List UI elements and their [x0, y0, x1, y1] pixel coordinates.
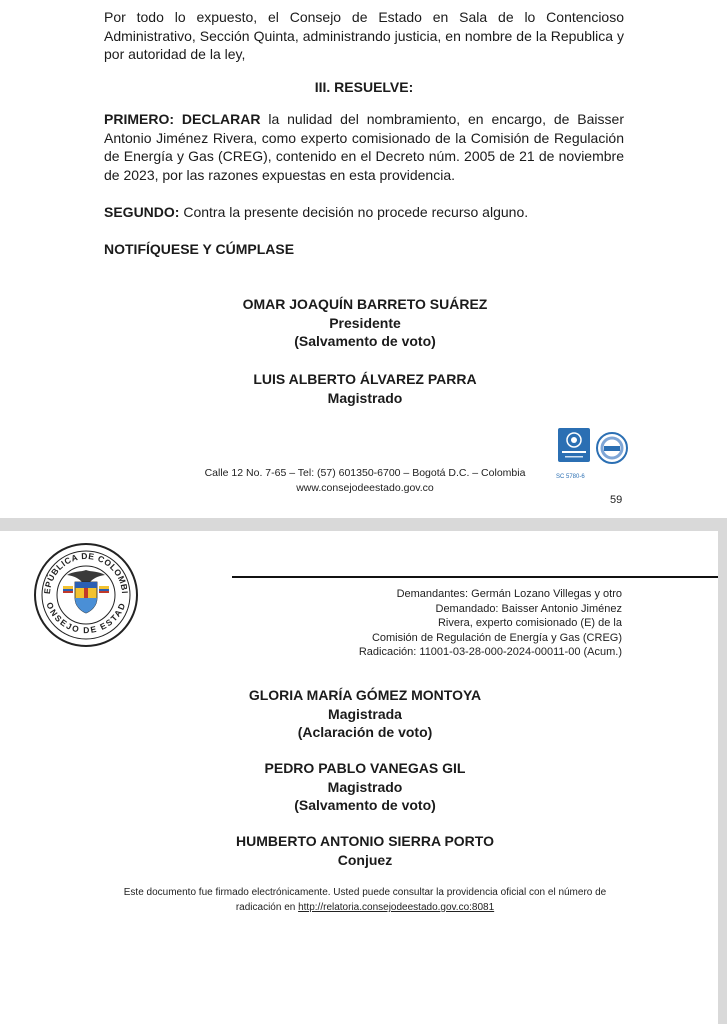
- signatory-role: Magistrado: [327, 778, 403, 795]
- signatory-note: (Salvamento de voto): [294, 797, 436, 813]
- electronic-signature-note: [100, 885, 630, 915]
- resuelve-heading: III. RESUELVE:: [314, 79, 414, 95]
- signature-block: [160, 370, 570, 407]
- signatory-name: LUIS ALBERTO ÁLVAREZ PARRA: [253, 371, 477, 387]
- segundo-paragraph: [104, 203, 624, 222]
- signature-block: [160, 686, 570, 742]
- cert-code: SC 5780-6: [556, 474, 585, 480]
- segundo-text: Contra la presente decisión no procede recurso alguno.: [179, 204, 529, 220]
- signatory-note: (Salvamento de voto): [294, 333, 436, 349]
- closing-line: NOTIFÍQUESE Y CÚMPLASE: [104, 241, 295, 257]
- note-text: Este documento fue firmado electrónicamente. Usted puede consultar la providencia oficial con el número de radicación en: [123, 887, 607, 913]
- signatory-note: (Aclaración de voto): [297, 724, 433, 740]
- page-number: 59: [610, 494, 623, 506]
- header-line: Demandantes: Germán Lozano Villegas y otro: [396, 588, 622, 600]
- signatory-role: Presidente: [329, 314, 401, 331]
- header-line: Demandado: Baisser Antonio Jiménez: [435, 602, 622, 615]
- relatoria-link[interactable]: http://relatoria.consejodeestado.gov.co:8081: [298, 902, 495, 913]
- signature-block: [160, 295, 570, 351]
- icontec-cert-icon: [558, 428, 590, 474]
- signatory-name: HUMBERTO ANTONIO SIERRA PORTO: [236, 833, 494, 849]
- document-page-2: [0, 531, 718, 1024]
- iqnet-cert-icon: [596, 432, 628, 464]
- signatory-role: Magistrado: [327, 389, 403, 406]
- footer-website: www.consejodeestado.gov.co: [296, 482, 434, 494]
- case-header: [359, 587, 622, 660]
- header-divider: [232, 576, 718, 578]
- signatory-role: Magistrada: [328, 705, 402, 722]
- consejo-de-estado-seal-icon: [33, 542, 139, 648]
- signature-block: [160, 759, 570, 815]
- signatory-name: PEDRO PABLO VANEGAS GIL: [264, 760, 466, 776]
- primero-label: PRIMERO: DECLARAR: [104, 111, 261, 127]
- header-line: Radicación: 11001-03-28-000-2024-00011-00 (Acum.): [358, 646, 622, 658]
- seal-top-text: EPÚBLICA DE COLOMBI: [41, 550, 131, 595]
- primero-paragraph: [104, 110, 624, 184]
- header-line: Rivera, experto comisionado (E) de la: [437, 617, 622, 629]
- footer-address: Calle 12 No. 7-65 – Tel: (57) 601350-6700 – Bogotá D.C. – Colombia: [204, 467, 526, 479]
- signatory-name: GLORIA MARÍA GÓMEZ MONTOYA: [248, 687, 482, 703]
- intro-paragraph: Por todo lo expuesto, el Consejo de Estado en Sala de lo Contencioso Administrativo, Sección Quinta, administrando justicia, en nombre de la Republica y por autoridad de la ley,: [104, 9, 624, 62]
- header-line: Comisión de Regulación de Energía y Gas (CREG): [371, 631, 622, 644]
- segundo-label: SEGUNDO:: [104, 204, 180, 220]
- signatory-role: Conjuez: [337, 851, 393, 868]
- primero-text: la nulidad del nombramiento, en encargo, de Baisser Antonio Jiménez Rivera, como experto comisionado de la Comisión de Regulación de Energía y Gas (CREG), contenido en el Decreto núm. 2005 de 21 de noviembre de 2023, por las razones expuestas en esta providencia.: [104, 111, 624, 183]
- signatory-name: OMAR JOAQUÍN BARRETO SUÁREZ: [242, 296, 488, 312]
- page-footer: [160, 466, 570, 496]
- signature-block: [160, 832, 570, 869]
- seal-bottom-text: ONSEJO DE ESTAD: [44, 600, 128, 636]
